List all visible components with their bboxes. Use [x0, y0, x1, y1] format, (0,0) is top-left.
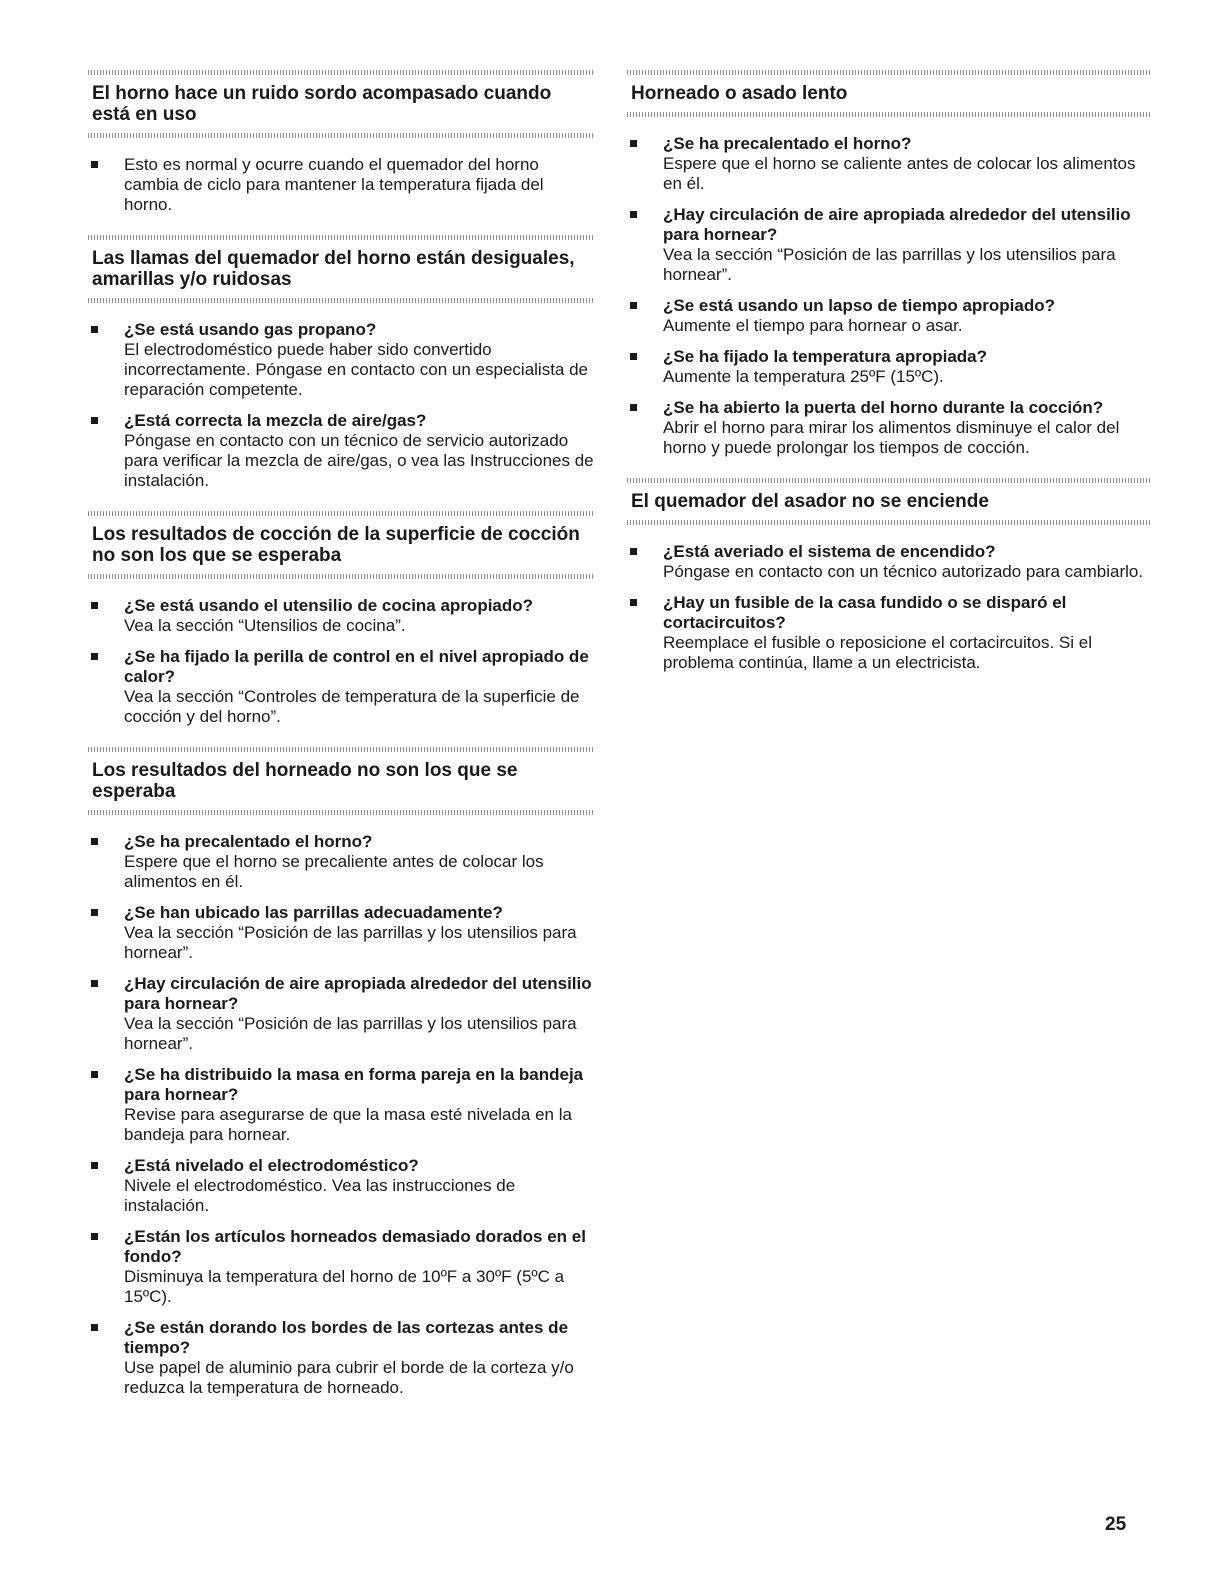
square-bullet-icon — [630, 211, 637, 218]
troubleshooting-section — [88, 70, 594, 215]
list-item — [627, 205, 1151, 285]
list-item — [627, 542, 1151, 582]
square-bullet-icon — [91, 417, 98, 424]
square-bullet-icon — [630, 548, 637, 555]
square-bullet-icon — [91, 602, 98, 609]
square-bullet-icon — [91, 1162, 98, 1169]
troubleshooting-section — [88, 511, 594, 727]
answer-text: Póngase en contacto con un técnico autorizado para cambiarlo. — [663, 562, 1144, 581]
troubleshooting-section — [627, 478, 1151, 673]
item-list — [88, 155, 594, 215]
square-bullet-icon — [630, 599, 637, 606]
list-item — [88, 320, 594, 400]
section-bottom-divider — [88, 810, 594, 815]
section-top-divider — [627, 70, 1151, 75]
question-text: ¿Está nivelado el electrodoméstico? — [124, 1156, 419, 1175]
troubleshooting-section — [88, 235, 594, 491]
square-bullet-icon — [91, 653, 98, 660]
section-bottom-divider — [88, 298, 594, 303]
answer-text: Use papel de aluminio para cubrir el borde de la corteza y/o reduzca la temperatura de horneado. — [124, 1358, 574, 1397]
question-text: ¿Hay un fusible de la casa fundido o se disparó el cortacircuitos? — [663, 593, 1067, 632]
item-list — [88, 832, 594, 1398]
question-text: ¿Se están dorando los bordes de las cortezas antes de tiempo? — [124, 1318, 569, 1357]
square-bullet-icon — [91, 838, 98, 845]
list-item — [88, 155, 594, 215]
answer-text: Aumente la temperatura 25ºF (15ºC). — [663, 367, 944, 386]
answer-text: Vea la sección “Posición de las parrillas y los utensilios para hornear”. — [663, 245, 1116, 284]
right-column — [627, 70, 1151, 693]
question-text: ¿Se está usando gas propano? — [124, 320, 377, 339]
answer-text: Póngase en contacto con un técnico de servicio autorizado para verificar la mezcla de aire/gas, o vea las Instrucciones de instalación. — [124, 431, 594, 490]
question-text: ¿Se está usando el utensilio de cocina apropiado? — [124, 596, 534, 615]
list-item — [88, 1156, 594, 1216]
answer-text: Aumente el tiempo para hornear o asar. — [663, 316, 963, 335]
square-bullet-icon — [91, 1324, 98, 1331]
square-bullet-icon — [91, 1071, 98, 1078]
left-column — [88, 70, 594, 1418]
item-list — [88, 320, 594, 491]
section-title: El horno hace un ruido sordo acompasado cuando está en uso — [92, 83, 552, 125]
section-top-divider — [627, 478, 1151, 483]
list-item — [627, 296, 1151, 336]
question-text: ¿Hay circulación de aire apropiada alrededor del utensilio para hornear? — [663, 205, 1131, 244]
item-list — [627, 134, 1151, 458]
answer-text: Vea la sección “Posición de las parrillas y los utensilios para hornear”. — [124, 1014, 577, 1053]
list-item — [627, 134, 1151, 194]
answer-text: Espere que el horno se caliente antes de colocar los alimentos en él. — [663, 154, 1136, 193]
answer-text: Vea la sección “Utensilios de cocina”. — [124, 616, 406, 635]
answer-text: El electrodoméstico puede haber sido convertido incorrectamente. Póngase en contacto con un especialista de reparación competente. — [124, 340, 589, 399]
item-list — [627, 542, 1151, 673]
section-top-divider — [88, 70, 594, 75]
answer-text: Revise para asegurarse de que la masa esté nivelada en la bandeja para hornear. — [124, 1105, 572, 1144]
troubleshooting-section — [88, 747, 594, 1398]
question-text: ¿Se está usando un lapso de tiempo apropiado? — [663, 296, 1055, 315]
question-text: ¿Se ha distribuido la masa en forma pareja en la bandeja para hornear? — [124, 1065, 584, 1104]
page-number: 25 — [1105, 1514, 1127, 1535]
list-item — [88, 832, 594, 892]
square-bullet-icon — [630, 302, 637, 309]
answer-text: Disminuya la temperatura del horno de 10ºF a 30ºF (5ºC a 15ºC). — [124, 1267, 565, 1306]
list-item — [88, 903, 594, 963]
section-bottom-divider — [88, 574, 594, 579]
section-title: Los resultados de cocción de la superficie de cocción no son los que se esperaba — [92, 524, 580, 566]
question-text: ¿Está correcta la mezcla de aire/gas? — [124, 411, 427, 430]
section-top-divider — [88, 747, 594, 752]
list-item — [88, 411, 594, 491]
item-list — [88, 596, 594, 727]
answer-text: Nivele el electrodoméstico. Vea las instrucciones de instalación. — [124, 1176, 516, 1215]
list-item — [88, 1227, 594, 1307]
section-title: Horneado o asado lento — [631, 83, 848, 104]
list-item — [88, 596, 594, 636]
question-text: ¿Se ha fijado la temperatura apropiada? — [663, 347, 988, 366]
section-bottom-divider — [627, 520, 1151, 525]
list-item — [88, 974, 594, 1054]
question-text: ¿Se ha abierto la puerta del horno durante la cocción? — [663, 398, 1104, 417]
section-title: Las llamas del quemador del horno están desiguales, amarillas y/o ruidosas — [92, 248, 575, 290]
square-bullet-icon — [91, 980, 98, 987]
section-top-divider — [88, 235, 594, 240]
answer-text: Vea la sección “Controles de temperatura de la superficie de cocción y del horno”. — [124, 687, 580, 726]
troubleshooting-section — [627, 70, 1151, 458]
list-item — [88, 1065, 594, 1145]
question-text: ¿Se han ubicado las parrillas adecuadamente? — [124, 903, 503, 922]
section-bottom-divider — [88, 133, 594, 138]
section-top-divider — [88, 511, 594, 516]
question-text: ¿Se ha precalentado el horno? — [124, 832, 373, 851]
answer-text: Reemplace el fusible o reposicione el cortacircuitos. Si el problema continúa, llame a un electricista. — [663, 633, 1092, 672]
question-text: ¿Está averiado el sistema de encendido? — [663, 542, 996, 561]
list-item — [627, 347, 1151, 387]
square-bullet-icon — [91, 1233, 98, 1240]
square-bullet-icon — [91, 161, 98, 168]
square-bullet-icon — [630, 353, 637, 360]
section-title: Los resultados del horneado no son los que se esperaba — [92, 760, 518, 802]
answer-text: Abrir el horno para mirar los alimentos disminuye el calor del horno y puede prolongar los tiempos de cocción. — [663, 418, 1120, 457]
question-text: ¿Se ha fijado la perilla de control en el nivel apropiado de calor? — [124, 647, 589, 686]
answer-text: Espere que el horno se precaliente antes de colocar los alimentos en él. — [124, 852, 544, 891]
question-text: ¿Hay circulación de aire apropiada alrededor del utensilio para hornear? — [124, 974, 592, 1013]
square-bullet-icon — [91, 326, 98, 333]
question-text: ¿Se ha precalentado el horno? — [663, 134, 912, 153]
square-bullet-icon — [630, 140, 637, 147]
list-item — [88, 647, 594, 727]
section-bottom-divider — [627, 112, 1151, 117]
list-item — [627, 398, 1151, 458]
list-item — [88, 1318, 594, 1398]
square-bullet-icon — [630, 404, 637, 411]
list-item — [627, 593, 1151, 673]
section-title: El quemador del asador no se enciende — [631, 491, 989, 512]
answer-text: Vea la sección “Posición de las parrillas y los utensilios para hornear”. — [124, 923, 577, 962]
answer-text: Esto es normal y ocurre cuando el quemador del horno cambia de ciclo para mantener la temperatura fijada del horno. — [124, 155, 544, 214]
question-text: ¿Están los artículos horneados demasiado dorados en el fondo? — [124, 1227, 586, 1266]
square-bullet-icon — [91, 909, 98, 916]
